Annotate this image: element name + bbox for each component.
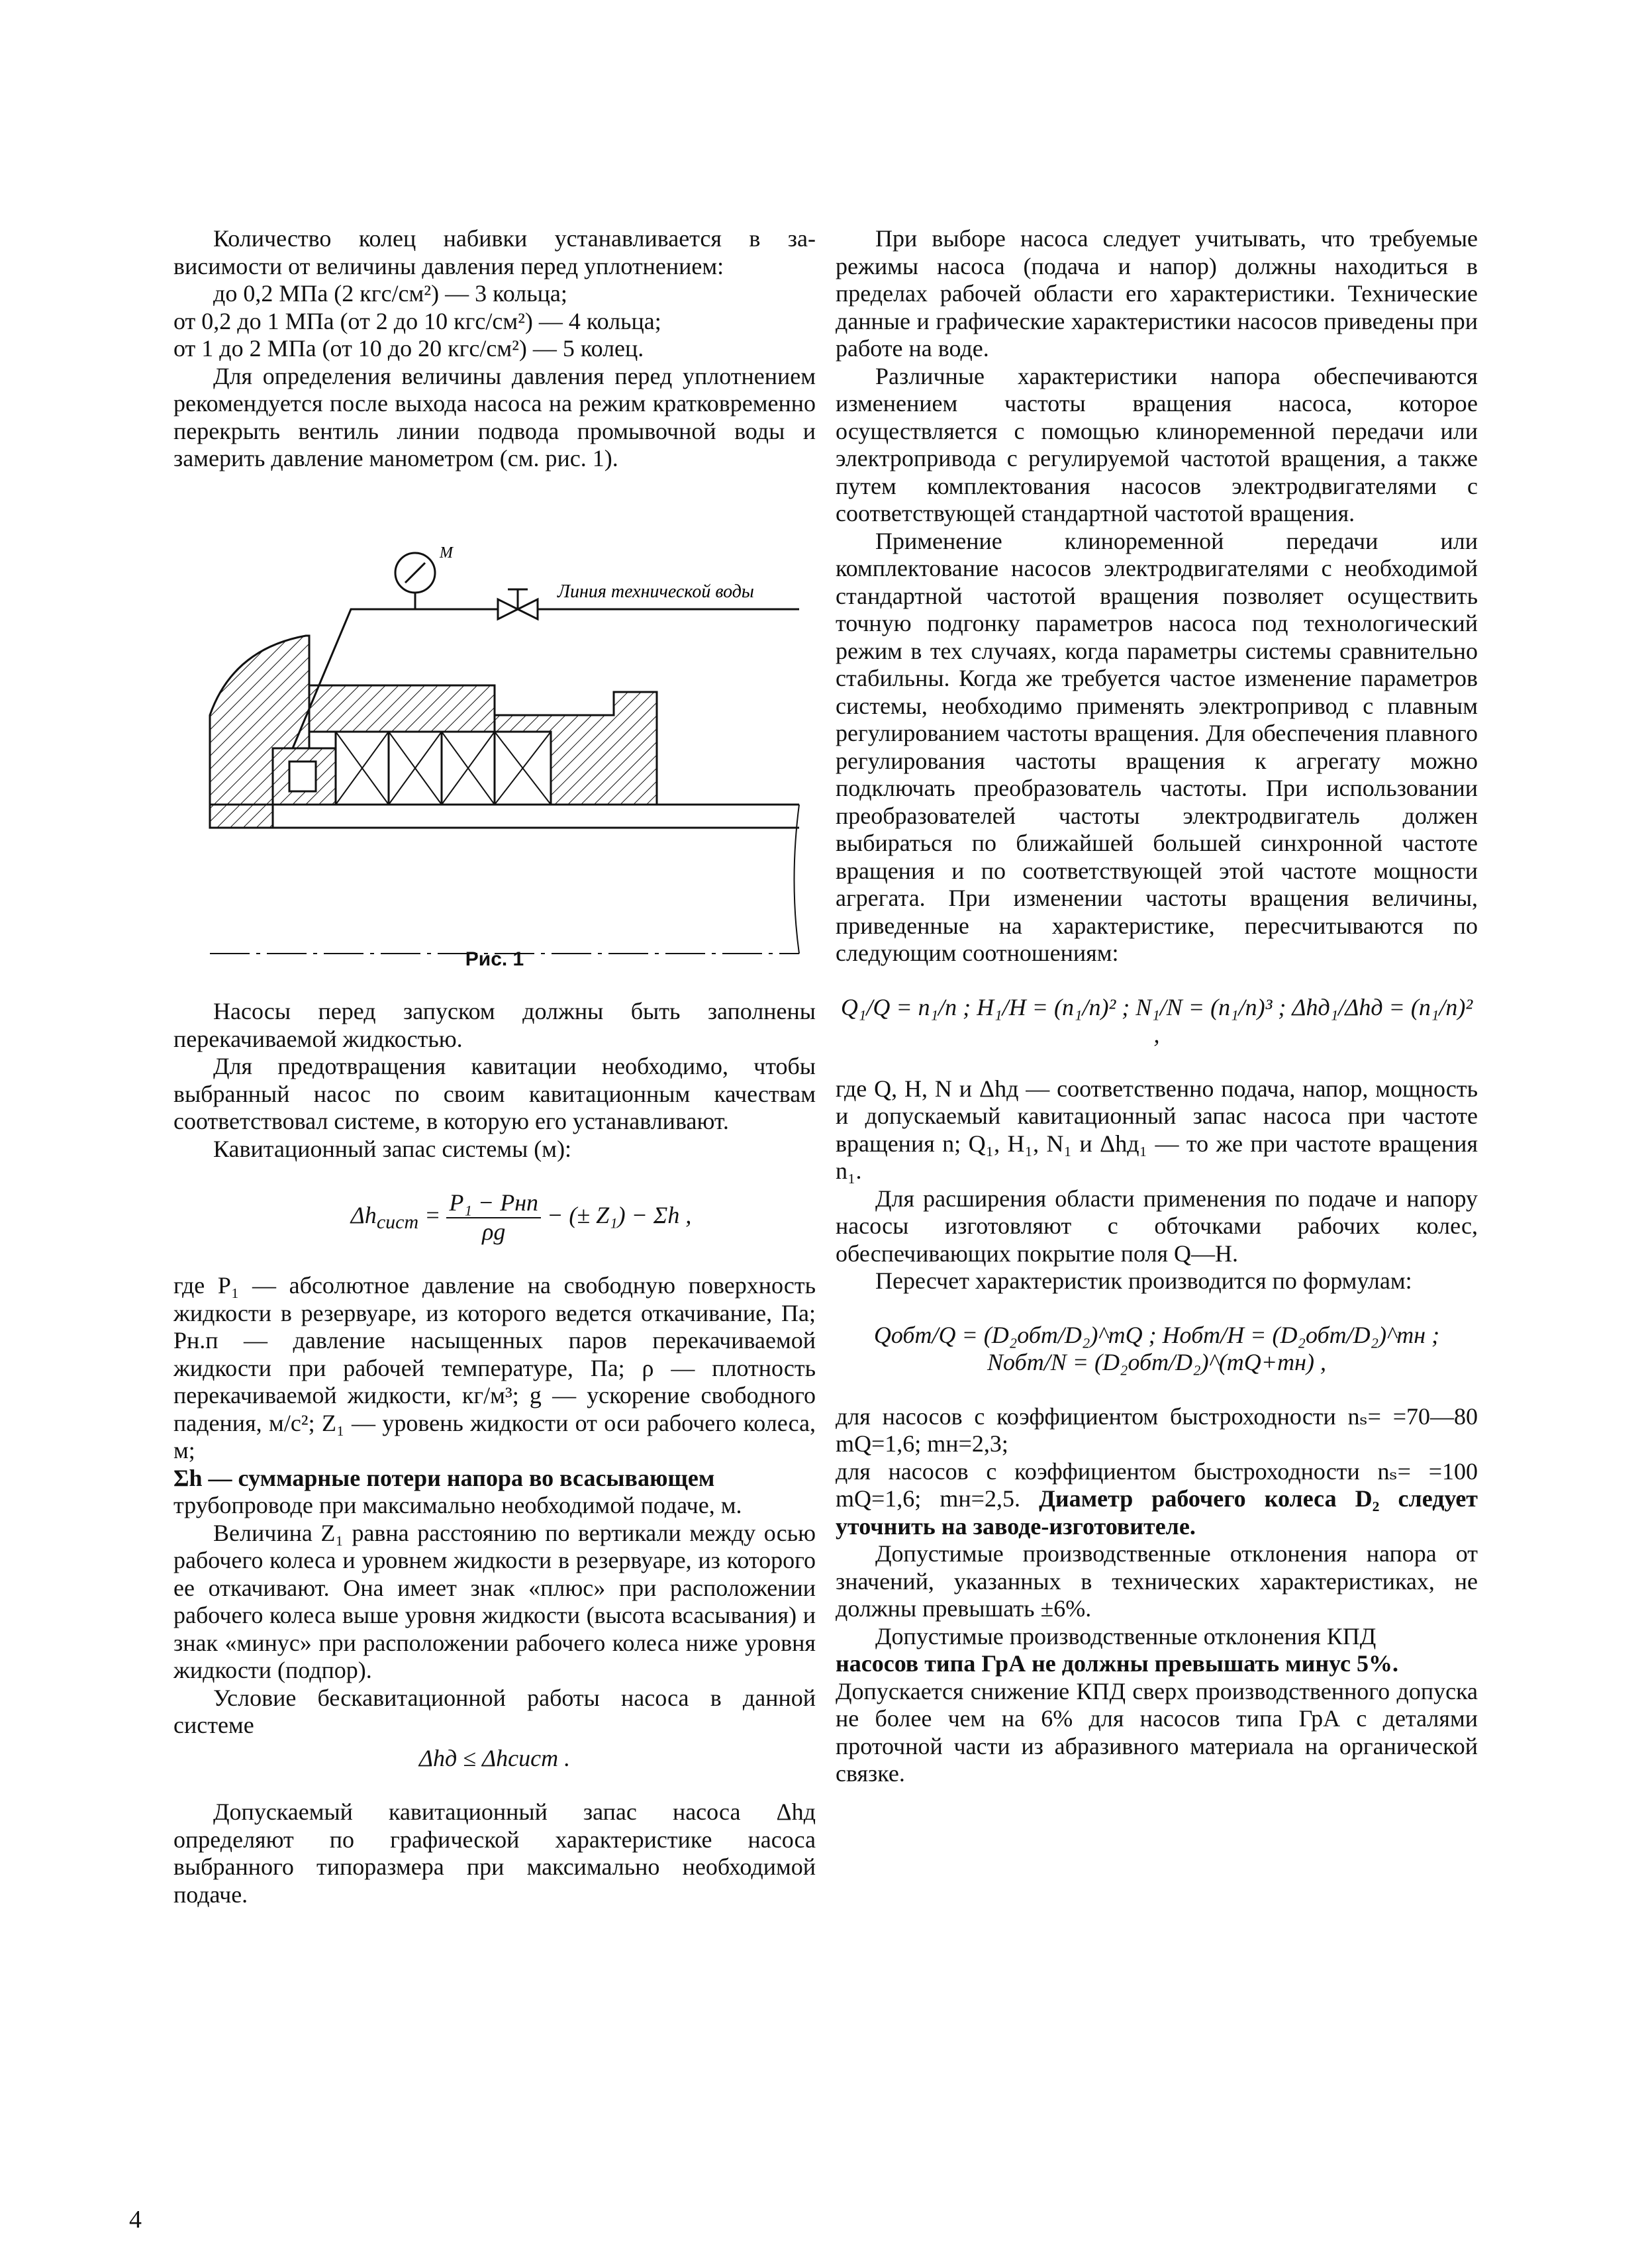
- paragraph-characteristics: Различные характеристики напора обеспечиваются изменением частоты вращения насоса, которое осуществляется с помощью клиноременной передачи или электропривода с регулируемой частотой вращения, а также путем комплектования насосов электродвигателями с соответствующей стандартной частотой вращения.: [836, 362, 1478, 526]
- valve-icon: [498, 599, 518, 619]
- paragraph-selection: При выборе насоса следует учитывать, что требуемые режимы насоса (подача и напор) должны находиться в пределах рабочей области его характеристики. Технические данные и графические характеристики насосов приведены при работе на воде.: [836, 225, 1478, 362]
- paragraph-eff-bold: насосов типа ГрА не должны превышать минус 5%.: [836, 1650, 1399, 1677]
- paragraph-where-q: где Q, H, N и Δhд — соответственно подача, напор, мощность и допускаемый кавитационный запас насоса при частоте вращения n; Q₁, H₁, N₁ и Δhд₁ — то же при частоте вращения n₁.: [836, 1075, 1478, 1184]
- paragraph-cavitation: Для предотвращения кавитации необходимо, чтобы выбранный насос по своим кавитационным качествам соответствовал системе, в которую его устанавливают.: [173, 1053, 816, 1134]
- paragraph-ns-100: для насосов с коэффициентом быстроходности nₛ= =100 mQ=1,6; mн=2,5. Диаметр рабочего колеса D₂ следует уточнить на заводе-изготовителе.: [836, 1457, 1478, 1540]
- formula-condition: Δhд ≤ Δhсист .: [418, 1744, 571, 1771]
- right-column: [836, 225, 1478, 1788]
- list-item-2: от 0,2 до 1 МПа (от 2 до 10 кгс/см²) — 4 кольца;: [173, 307, 661, 334]
- paragraph-ns-70: для насосов с коэффициентом быстроходности nₛ= =70—80 mQ=1,6; mн=2,3;: [836, 1403, 1478, 1457]
- paragraph-recalc: Пересчет характеристик производится по формулам:: [875, 1267, 1412, 1294]
- figure-caption: Рис. 1: [465, 948, 524, 970]
- manometer-label: М: [440, 544, 453, 562]
- paragraph-rings: Количество колец набивки устанавливается в за-: [213, 225, 816, 252]
- paragraph-eff-cont: Допускается снижение КПД сверх производственного допуска не более чем на 6% для насосов типа ГрА с деталями проточной части из абразивного материала на органической связке.: [836, 1677, 1478, 1787]
- paragraph-where: где P₁ — абсолютное давление на свободную поверхность жидкости в резервуаре, из которого ведется откачивание, Па; Pн.п — давление насыщенных паров перекачиваемой жидкости при рабочей температуре, Па; ρ — плотность перекачиваемой жидкости, кг/м³; g — ускорение свободного падения, м/с²; Z₁ — уровень жидкости от оси рабочего колеса, м;: [173, 1272, 816, 1463]
- paragraph-eff-tolerance: Допустимые производственные отклонения КПД: [875, 1622, 1376, 1650]
- formula-similarity: Q₁/Q = n₁/n ; H₁/H = (n₁/n)² ; N₁/N = (n₁/n)³ ; Δhд₁/Δhд = (n₁/n)² ,: [840, 993, 1473, 1048]
- paragraph-allowed-npsh: Допускаемый кавитационный запас насоса Δhд определяют по графической характеристике насоса выбранного типоразмера при максимально необходимой подаче.: [173, 1799, 816, 1908]
- formula-trim: Qобт/Q = (D₂обт/D₂)^mQ ; Hобт/H = (D₂обт/D₂)^mн ; Nобт/N = (D₂обт/D₂)^(mQ+mн) ,: [873, 1321, 1440, 1375]
- paragraph-pressure: Для определения величины давления перед уплотнением рекомендуется после выхода насоса на режим кратковременно перекрыть вентиль линии подвода промывочной воды и замерить давление манометром (см. рис. 1).: [173, 362, 816, 471]
- paragraph-npsh-system: Кавитационный запас системы (м):: [213, 1135, 572, 1162]
- formula-npsh: $\Delta h_{сист}$ = $\frac{\text{P₁ − Pнп}}{\rho g}$ − (± Z₁) − Σh ,: [350, 1189, 692, 1245]
- paragraph-where-cont: трубопроводе при максимально необходимой подаче, м.: [173, 1492, 742, 1518]
- figure-seal-diagram: [173, 543, 816, 980]
- paragraph-fill: Насосы перед запуском должны быть заполнены перекачиваемой жидкостью.: [173, 998, 816, 1052]
- water-line-label: Линия технической воды: [557, 581, 754, 602]
- list-item-1: до 0,2 МПа (2 кгс/см²) — 3 кольца;: [213, 280, 567, 307]
- page-number: 4: [129, 2206, 142, 2234]
- paragraph-drive: Применение клиноременной передачи или комплектование насосов электродвигателями с необходимой стандартной частотой вращения позволяет осуществить точную подгонку параметров насоса под технологический режим в тех случаях, когда параметры системы сравнительно стабильны. Когда же требуется частое изменение параметров системы, необходимо применять электропривод с плавным регулированием частоты вращения. Для обеспечения плавного регулирования частоты вращения к агрегату можно подключать преобразователь частоты. При использовании преобразователей частоты электродвигатель должен выбираться по ближайшей большей синхронной частоте вращения и по соответствующей этой частоте мощности агрегата. При изменении частоты вращения величины, приведенные на характеристике, пересчитываются по следующим соотношениям:: [836, 527, 1478, 966]
- left-column-lower: [173, 998, 816, 1908]
- paragraph-condition: Условие бескавитационной работы насоса в данной системе: [173, 1684, 816, 1738]
- paragraph-trimming: Для расширения области применения по подаче и напору насосы изготовляют с обточками рабочих колес, обеспечивающих покрытие поля Q—H.: [836, 1185, 1478, 1267]
- paragraph-rings-cont: висимости от величины давления перед уплотнением:: [173, 252, 724, 279]
- paragraph-z1: Величина Z₁ равна расстоянию по вертикали между осью рабочего колеса и уровнем жидкости в резервуаре, из которого ее откачивают. Она имеет знак «плюс» при расположении рабочего колеса выше уровня жидкости (высота всасывания) и знак «минус» при расположении рабочего колеса ниже уровня жидкости (подпор).: [173, 1519, 816, 1683]
- paragraph-where-bold: Σh — суммарные потери напора во всасывающем: [173, 1464, 715, 1491]
- list-item-3: от 1 до 2 МПа (от 10 до 20 кгс/см²) — 5 колец.: [173, 335, 644, 362]
- paragraph-head-tolerance: Допустимые производственные отклонения напора от значений, указанных в технических характеристиках, не должны превышать ±6%.: [836, 1540, 1478, 1622]
- left-column: [173, 225, 816, 473]
